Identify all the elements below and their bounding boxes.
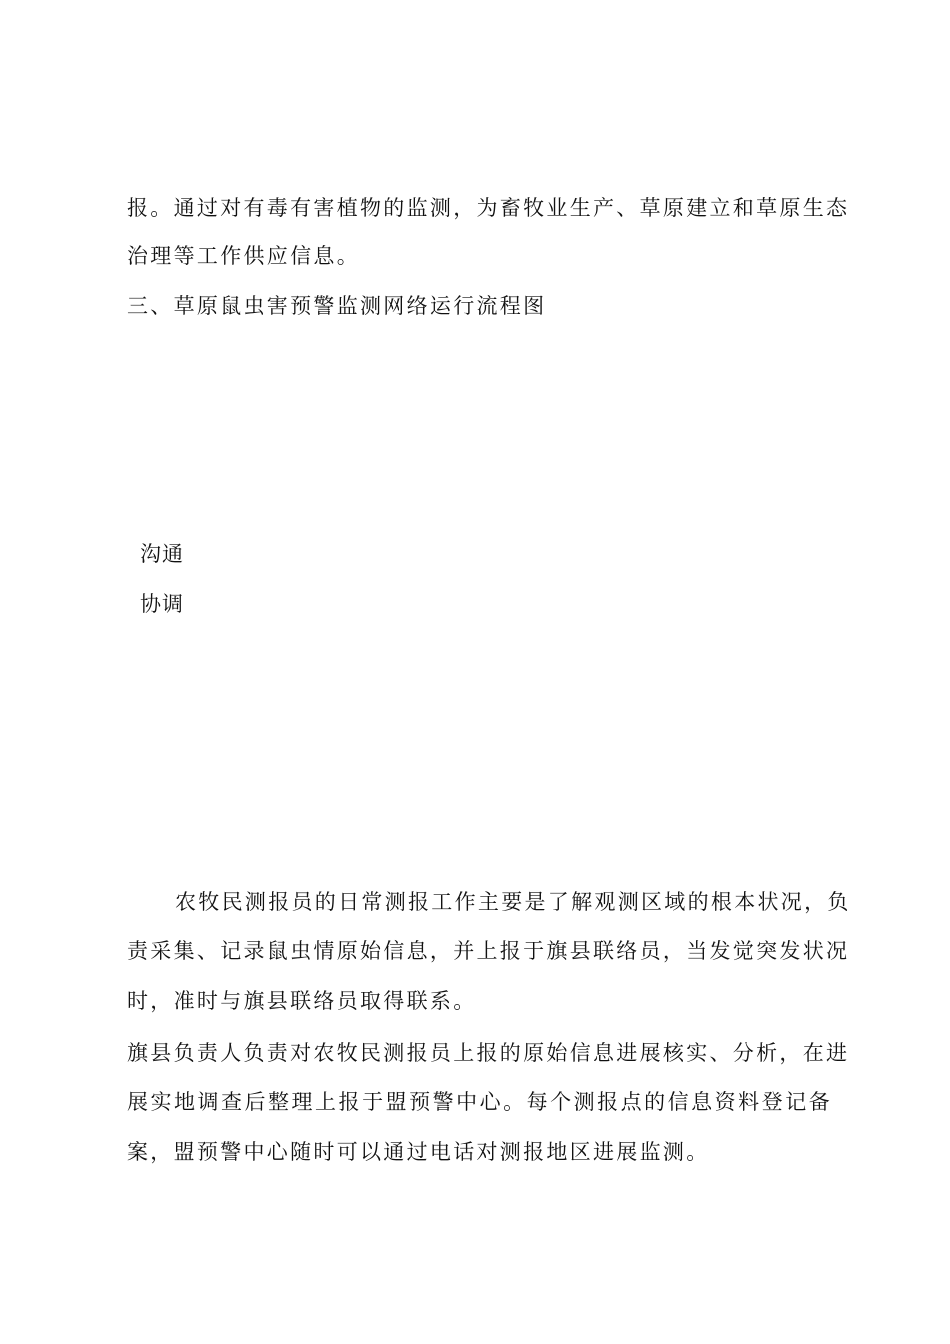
flowchart-label-communicate: 沟通 [140, 542, 184, 566]
farmers-paragraph-line-2: 责采集、记录鼠虫情原始信息，并上报于旗县联络员，当发觉突发状况 [127, 939, 850, 963]
county-paragraph-line-1: 旗县负责人负责对农牧民测报员上报的原始信息进展核实、分析，在进 [127, 1041, 850, 1065]
section-heading: 三、草原鼠虫害预警监测网络运行流程图 [127, 294, 547, 318]
farmers-paragraph-line-1: 农牧民测报员的日常测报工作主要是了解观测区域的根本状况，负 [175, 890, 851, 914]
county-paragraph-line-3: 案，盟预警中心随时可以通过电话对测报地区进展监测。 [127, 1140, 710, 1164]
flowchart-label-coordinate: 协调 [140, 592, 184, 616]
county-paragraph-line-2: 展实地调查后整理上报于盟预警中心。每个测报点的信息资料登记备 [127, 1090, 832, 1114]
intro-line-1: 报。通过对有毒有害植物的监测，为畜牧业生产、草原建立和草原生态 [127, 196, 850, 220]
farmers-paragraph-line-3: 时，准时与旗县联络员取得联系。 [127, 989, 477, 1013]
intro-line-2: 治理等工作供应信息。 [127, 244, 360, 268]
